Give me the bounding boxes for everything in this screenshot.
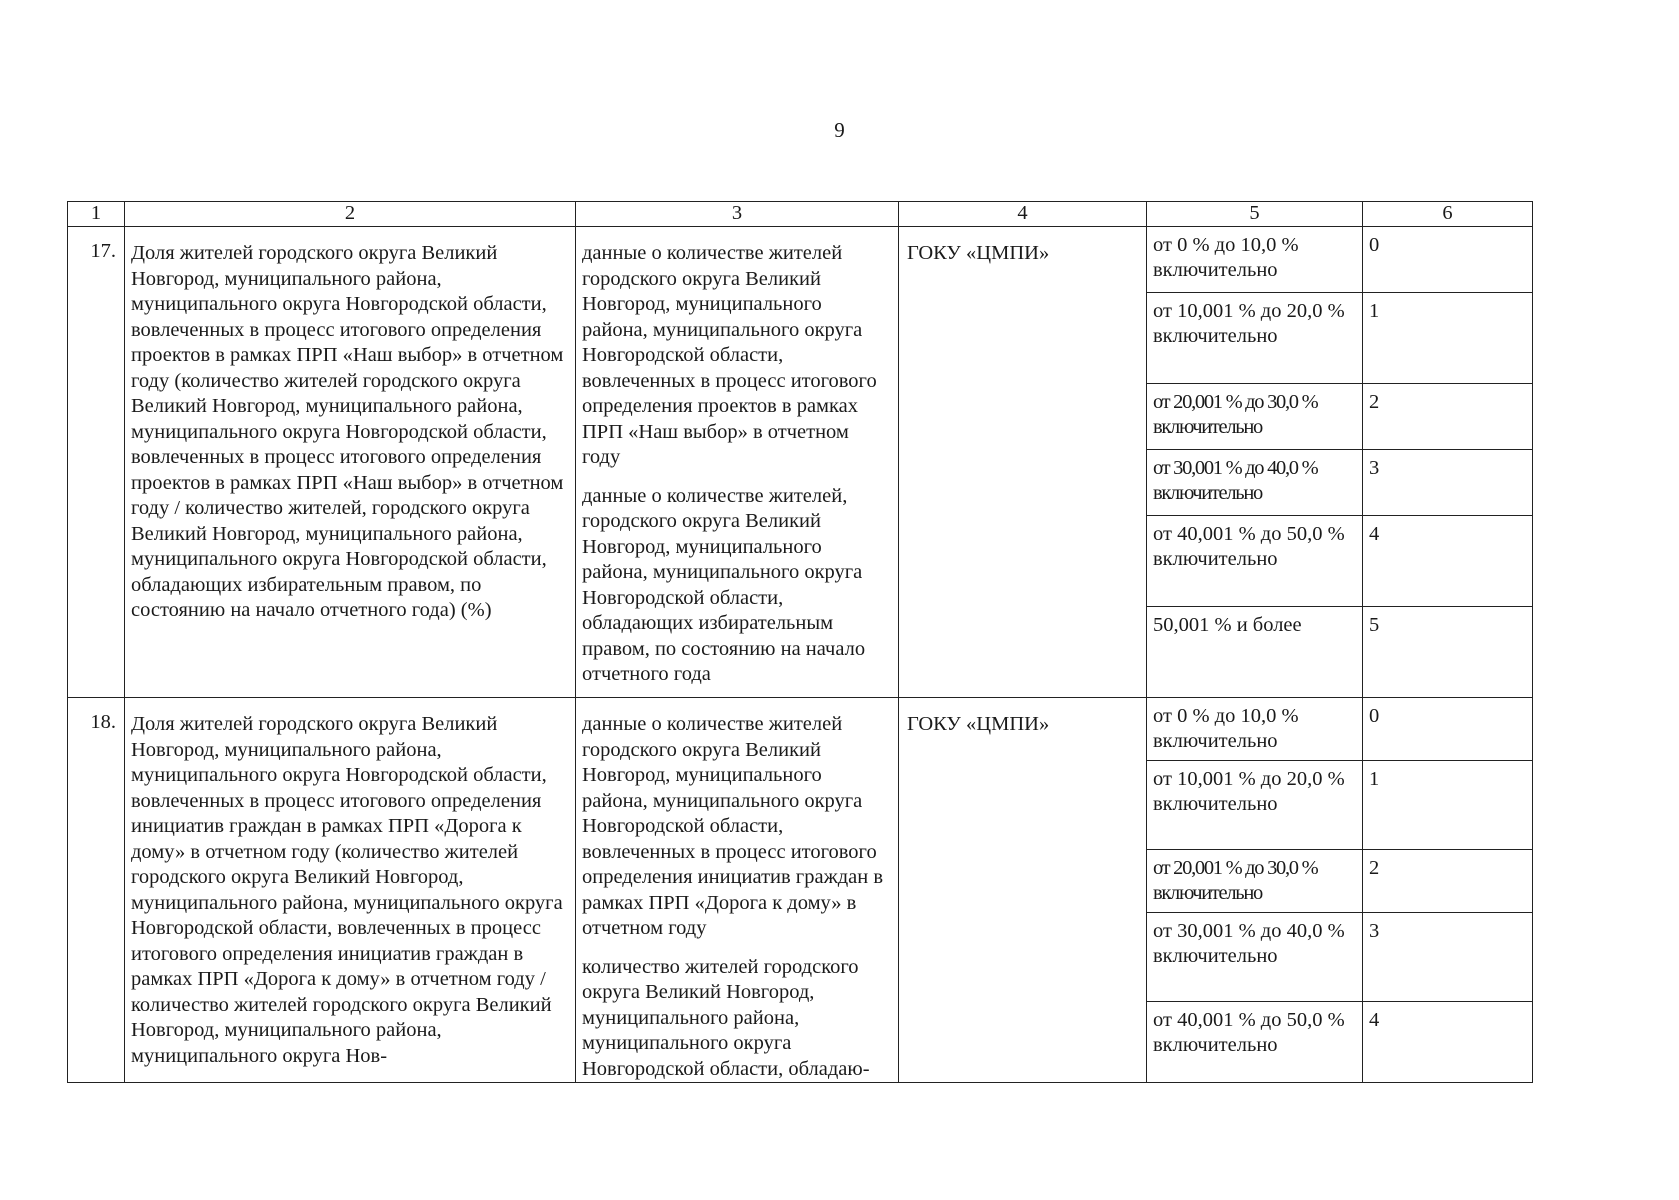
- value-range: от 20,001 % до 30,0 % включительно: [1147, 849, 1363, 912]
- value-range: от 30,001 % до 40,0 % включительно: [1147, 450, 1363, 516]
- score: 4: [1363, 516, 1533, 607]
- value-range: 50,001 % и более: [1147, 607, 1363, 698]
- responsible-organization: ГОКУ «ЦМПИ»: [899, 698, 1147, 1083]
- row-number: 17.: [68, 227, 125, 698]
- value-range: от 40,001 % до 50,0 % включительно: [1147, 516, 1363, 607]
- indicator-description: Доля жителей городского округа Великий Новгород, муниципального района, муниципального округа Новгородской области, вовлеченных в процесс итогового определения инициатив граждан в рамках ПРП «Дорога к дому» в отчетном году (количество жителей городского округа Великий Новгород, муниципального района, муниципального округа Новгородской области, вовлеченных в процесс итогового определения инициатив граждан в рамках ПРП «Дорога к дому» в отчетном году / количество жителей городского округа Великий Новгород, муниципального района, муниципального округа Нов-: [125, 698, 576, 1083]
- column-header: 5: [1147, 202, 1363, 227]
- table-header-row: [68, 202, 1533, 227]
- column-header: 3: [576, 202, 899, 227]
- column-header: 6: [1363, 202, 1533, 227]
- value-range: от 30,001 % до 40,0 % включительно: [1147, 912, 1363, 1001]
- score: 5: [1363, 607, 1533, 698]
- score: 4: [1363, 1001, 1533, 1083]
- value-range: от 10,001 % до 20,0 % включительно: [1147, 761, 1363, 850]
- data-source-text: данные о количестве жителей городского округа Великий Новгород, муниципального района, муниципального округа Новгородской области, вовлеченных в процесс итогового определения инициатив граждан в рамках ПРП «Дорога к дому» в отчетном году: [582, 713, 884, 939]
- score: 1: [1363, 761, 1533, 850]
- table-row: [68, 698, 1533, 761]
- value-range: от 40,001 % до 50,0 % включительно: [1147, 1001, 1363, 1083]
- data-source-text: данные о количестве жителей, городского округа Великий Новгород, муниципального района, муниципального округа Новгородской области, обладающих избирательным правом, по состоянию на начало отчетного года: [582, 484, 866, 685]
- responsible-organization: ГОКУ «ЦМПИ»: [899, 227, 1147, 698]
- data-source-text: количество жителей городского округа Великий Новгород, муниципального района, муниципального округа Новгородской области, обладаю-: [582, 955, 870, 1080]
- value-range: от 0 % до 10,0 % включительно: [1147, 227, 1363, 293]
- score: 2: [1363, 384, 1533, 450]
- value-range: от 10,001 % до 20,0 % включительно: [1147, 293, 1363, 384]
- score: 3: [1363, 450, 1533, 516]
- column-header: 2: [125, 202, 576, 227]
- score: 3: [1363, 912, 1533, 1001]
- data-source-cell: [576, 698, 899, 1083]
- table-row: [68, 227, 1533, 293]
- page-number: 9: [834, 118, 845, 142]
- score: 0: [1363, 227, 1533, 293]
- column-header: 1: [68, 202, 125, 227]
- indicator-description: Доля жителей городского округа Великий Новгород, муниципального района, муниципального округа Новгородской области, вовлеченных в процесс итогового определения проектов в рамках ПРП «Наш выбор» в отчетном году (количество жителей городского округа Великий Новгород, муниципального района, муниципального округа Новгородской области, вовлеченных в процесс итогового определения проектов в рамках ПРП «Наш выбор» в отчетном году / количество жителей, городского округа Великий Новгород, муниципального района, муниципального округа Новгородской области, обладающих избирательным правом, по состоянию на начало отчетного года) (%): [125, 227, 576, 698]
- score: 2: [1363, 849, 1533, 912]
- row-number: 18.: [68, 698, 125, 1083]
- value-range: от 0 % до 10,0 % включительно: [1147, 698, 1363, 761]
- column-header: 4: [899, 202, 1147, 227]
- value-range: от 20,001 % до 30,0 % включительно: [1147, 384, 1363, 450]
- data-source-cell: [576, 227, 899, 698]
- score: 0: [1363, 698, 1533, 761]
- criteria-table: [67, 201, 1533, 1083]
- data-source-text: данные о количестве жителей городского округа Великий Новгород, муниципального района, муниципального округа Новгородской области, вовлеченных в процесс итогового определения проектов в рамках ПРП «Наш выбор» в отчетном году: [582, 242, 877, 468]
- score: 1: [1363, 293, 1533, 384]
